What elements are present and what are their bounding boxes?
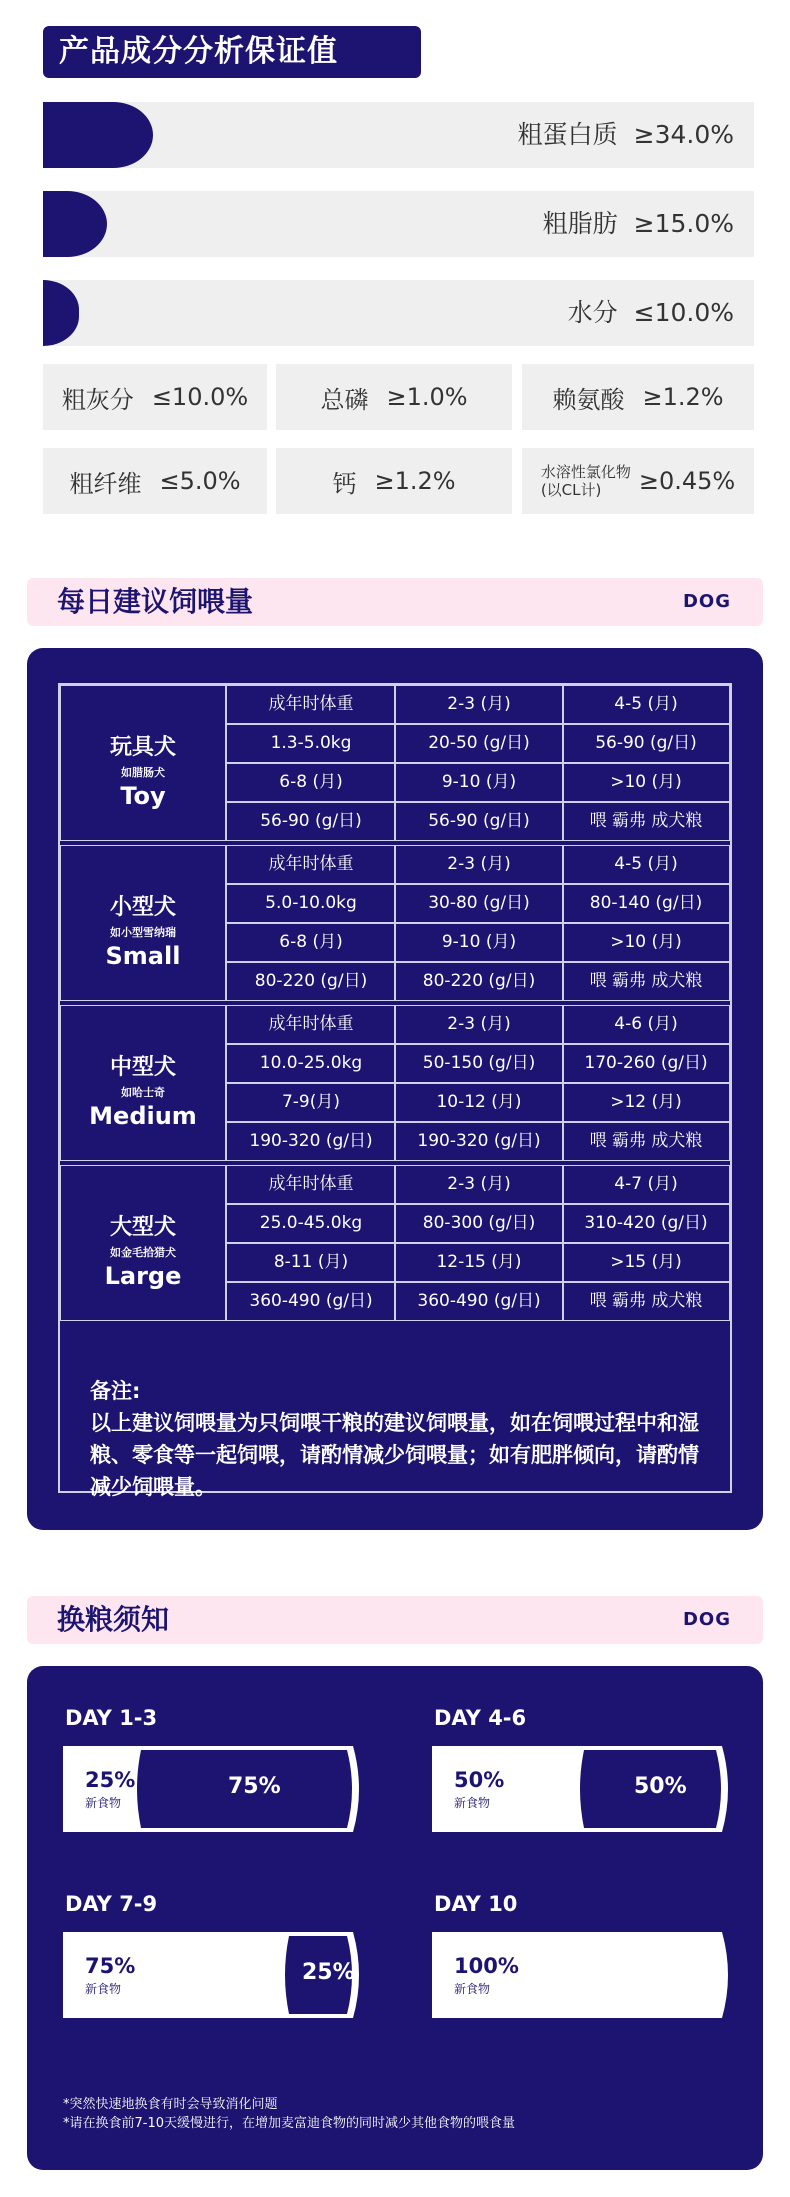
table-cell: 4-5 (月) bbox=[562, 685, 730, 724]
table-cell: 成年时体重 bbox=[226, 685, 396, 724]
table-cell: 4-5 (月) bbox=[562, 845, 730, 884]
dog-size-label bbox=[60, 845, 226, 1001]
nutrient-value: ≤10.0% bbox=[151, 383, 249, 411]
nutrient-sublabel: (以CL计) bbox=[540, 481, 602, 499]
day-label: DAY 4-6 bbox=[434, 1706, 527, 1730]
dog-size-label bbox=[60, 685, 226, 841]
table-cell: 成年时体重 bbox=[226, 1165, 396, 1204]
nutrient-value: ≥1.2% bbox=[642, 383, 724, 411]
table-cell: 6-8 (月) bbox=[226, 923, 396, 962]
old-food-percent: 25% bbox=[302, 1960, 355, 1985]
nutrient-value: ≥0.45% bbox=[638, 467, 736, 495]
size-english: Medium bbox=[89, 1102, 197, 1130]
size-name: 中型犬 bbox=[109, 1055, 176, 1080]
note-title: 备注: bbox=[90, 1379, 141, 1403]
table-cell: 1.3-5.0kg bbox=[226, 724, 396, 763]
new-food-percent: 50% bbox=[454, 1768, 505, 1792]
table-cell: 喂 霸弗 成犬粮 bbox=[562, 962, 730, 1001]
table-cell: 20-50 (g/日) bbox=[394, 724, 564, 763]
nutrient-value: ≥15.0% bbox=[633, 209, 734, 238]
dog-size-label bbox=[60, 1005, 226, 1161]
table-cell: >15 (月) bbox=[562, 1243, 730, 1282]
feeding-tag: DOG bbox=[682, 591, 731, 612]
table-cell: 50-150 (g/日) bbox=[394, 1044, 564, 1083]
table-cell: 喂 霸弗 成犬粮 bbox=[562, 802, 730, 841]
transition-ratio-pill bbox=[63, 1932, 365, 2018]
table-cell: 25.0-45.0kg bbox=[226, 1204, 396, 1243]
new-food-percent: 75% bbox=[85, 1954, 136, 1978]
new-food-percent: 100% bbox=[454, 1954, 519, 1978]
day-label: DAY 7-9 bbox=[65, 1892, 158, 1916]
transition-ratio-pill bbox=[432, 1932, 734, 2018]
table-cell: 成年时体重 bbox=[226, 845, 396, 884]
table-cell: 9-10 (月) bbox=[394, 923, 564, 962]
size-name: 小型犬 bbox=[109, 895, 176, 920]
bar-fill bbox=[43, 280, 79, 346]
feeding-title: 每日建议饲喂量 bbox=[57, 585, 254, 618]
table-cell: 310-420 (g/日) bbox=[562, 1204, 730, 1243]
table-cell: 2-3 (月) bbox=[394, 1005, 564, 1044]
table-cell: 2-3 (月) bbox=[394, 845, 564, 884]
nutrient-label: 水分 bbox=[567, 298, 618, 327]
table-cell: 4-7 (月) bbox=[562, 1165, 730, 1204]
transition-tag: DOG bbox=[682, 1609, 731, 1630]
table-cell: 190-320 (g/日) bbox=[226, 1122, 396, 1161]
old-food-percent: 75% bbox=[228, 1774, 281, 1799]
table-cell: 6-8 (月) bbox=[226, 763, 396, 802]
nutrient-cell-phosphorus bbox=[276, 364, 512, 430]
feeding-group bbox=[60, 1165, 730, 1321]
table-cell: 80-140 (g/日) bbox=[562, 884, 730, 923]
nutrient-value: ≤10.0% bbox=[633, 298, 734, 327]
note-body: 以上建议饲喂量为只饲喂干粮的建议饲喂量，如在饲喂过程中和湿粮、零食等一起饲喂，请酌情减少饲喂量；如有肥胖倾向，请酌情减少饲喂量。 bbox=[90, 1411, 699, 1499]
nutrient-cell-chloride bbox=[522, 448, 754, 514]
table-cell: 5.0-10.0kg bbox=[226, 884, 396, 923]
table-cell: 9-10 (月) bbox=[394, 763, 564, 802]
table-cell: 56-90 (g/日) bbox=[226, 802, 396, 841]
new-food-percent: 25% bbox=[85, 1768, 136, 1792]
table-cell: 2-3 (月) bbox=[394, 685, 564, 724]
bar-fill bbox=[43, 102, 153, 168]
table-cell: 56-90 (g/日) bbox=[394, 802, 564, 841]
size-example: 如小型雪纳瑞 bbox=[110, 926, 176, 939]
analysis-title: 产品成分分析保证值 bbox=[43, 26, 421, 78]
nutrient-label: 粗纤维 bbox=[69, 469, 142, 498]
nutrient-bar-fat bbox=[43, 191, 754, 257]
table-cell: 80-220 (g/日) bbox=[394, 962, 564, 1001]
feeding-table bbox=[58, 683, 732, 1499]
size-example: 如腊肠犬 bbox=[121, 766, 165, 779]
size-example: 如哈士奇 bbox=[121, 1086, 165, 1099]
table-cell: 80-220 (g/日) bbox=[226, 962, 396, 1001]
nutrient-value: ≥1.0% bbox=[386, 383, 468, 411]
table-cell: 190-320 (g/日) bbox=[394, 1122, 564, 1161]
transition-title: 换粮须知 bbox=[57, 1603, 170, 1636]
nutrient-cell-lysine bbox=[522, 364, 754, 430]
table-cell: 成年时体重 bbox=[226, 1005, 396, 1044]
nutrient-label: 粗蛋白质 bbox=[517, 120, 618, 149]
size-english: Large bbox=[104, 1262, 182, 1290]
table-cell: 2-3 (月) bbox=[394, 1165, 564, 1204]
table-cell: 喂 霸弗 成犬粮 bbox=[562, 1122, 730, 1161]
new-food-label: 新食物 bbox=[85, 1982, 122, 1996]
table-cell: 80-300 (g/日) bbox=[394, 1204, 564, 1243]
transition-ratio-pill bbox=[63, 1746, 365, 1832]
feeding-group bbox=[60, 1005, 730, 1161]
table-cell: 360-490 (g/日) bbox=[226, 1282, 396, 1321]
table-cell: 7-9(月) bbox=[226, 1083, 396, 1122]
nutrient-bar-protein bbox=[43, 102, 754, 168]
feeding-header bbox=[27, 578, 763, 626]
nutrient-label: 粗脂肪 bbox=[542, 209, 618, 238]
feeding-group bbox=[60, 685, 730, 841]
transition-ratio-pill bbox=[432, 1746, 734, 1832]
table-cell: >12 (月) bbox=[562, 1083, 730, 1122]
table-cell: 10-12 (月) bbox=[394, 1083, 564, 1122]
size-name: 玩具犬 bbox=[109, 735, 176, 760]
day-label: DAY 10 bbox=[434, 1892, 518, 1916]
nutrient-label: 钙 bbox=[332, 469, 357, 498]
feeding-note bbox=[90, 1375, 710, 1503]
nutrient-label: 总磷 bbox=[320, 385, 369, 414]
table-cell: 8-11 (月) bbox=[226, 1243, 396, 1282]
table-cell: 4-6 (月) bbox=[562, 1005, 730, 1044]
nutrient-bar-moisture bbox=[43, 280, 754, 346]
nutrient-value: ≤5.0% bbox=[159, 467, 241, 495]
transition-header bbox=[27, 1596, 763, 1644]
table-cell: 喂 霸弗 成犬粮 bbox=[562, 1282, 730, 1321]
day-label: DAY 1-3 bbox=[65, 1706, 158, 1730]
table-cell: 170-260 (g/日) bbox=[562, 1044, 730, 1083]
table-cell: 10.0-25.0kg bbox=[226, 1044, 396, 1083]
table-cell: 56-90 (g/日) bbox=[562, 724, 730, 763]
new-food-label: 新食物 bbox=[454, 1982, 491, 1996]
table-cell: >10 (月) bbox=[562, 763, 730, 802]
nutrient-label: 粗灰分 bbox=[61, 385, 134, 414]
table-cell: 12-15 (月) bbox=[394, 1243, 564, 1282]
table-cell: 360-490 (g/日) bbox=[394, 1282, 564, 1321]
size-name: 大型犬 bbox=[109, 1215, 176, 1240]
nutrient-label: 赖氨酸 bbox=[552, 385, 625, 414]
dog-size-label bbox=[60, 1165, 226, 1321]
new-food-label: 新食物 bbox=[454, 1796, 491, 1810]
table-cell: >10 (月) bbox=[562, 923, 730, 962]
size-english: Toy bbox=[120, 782, 166, 810]
nutrient-value: ≥34.0% bbox=[633, 120, 734, 149]
nutrient-cell-calcium bbox=[276, 448, 512, 514]
footnote: *请在换食前7-10天缓慢进行，在增加麦富迪食物的同时减少其他食物的喂食量 bbox=[63, 2116, 516, 2131]
nutrient-cell-ash bbox=[43, 364, 267, 430]
bar-fill bbox=[43, 191, 107, 257]
nutrient-label: 水溶性氯化物 bbox=[540, 463, 631, 481]
nutrient-cell-fiber bbox=[43, 448, 267, 514]
footnote: *突然快速地换食有时会导致消化问题 bbox=[63, 2097, 278, 2112]
new-food-label: 新食物 bbox=[85, 1796, 122, 1810]
feeding-group bbox=[60, 845, 730, 1001]
nutrient-value: ≥1.2% bbox=[374, 467, 456, 495]
transition-panel bbox=[27, 1666, 763, 2170]
old-food-percent: 50% bbox=[634, 1774, 687, 1799]
table-cell: 30-80 (g/日) bbox=[394, 884, 564, 923]
size-example: 如金毛拾猎犬 bbox=[110, 1246, 176, 1259]
feeding-panel bbox=[27, 648, 763, 1530]
size-english: Small bbox=[105, 942, 181, 970]
